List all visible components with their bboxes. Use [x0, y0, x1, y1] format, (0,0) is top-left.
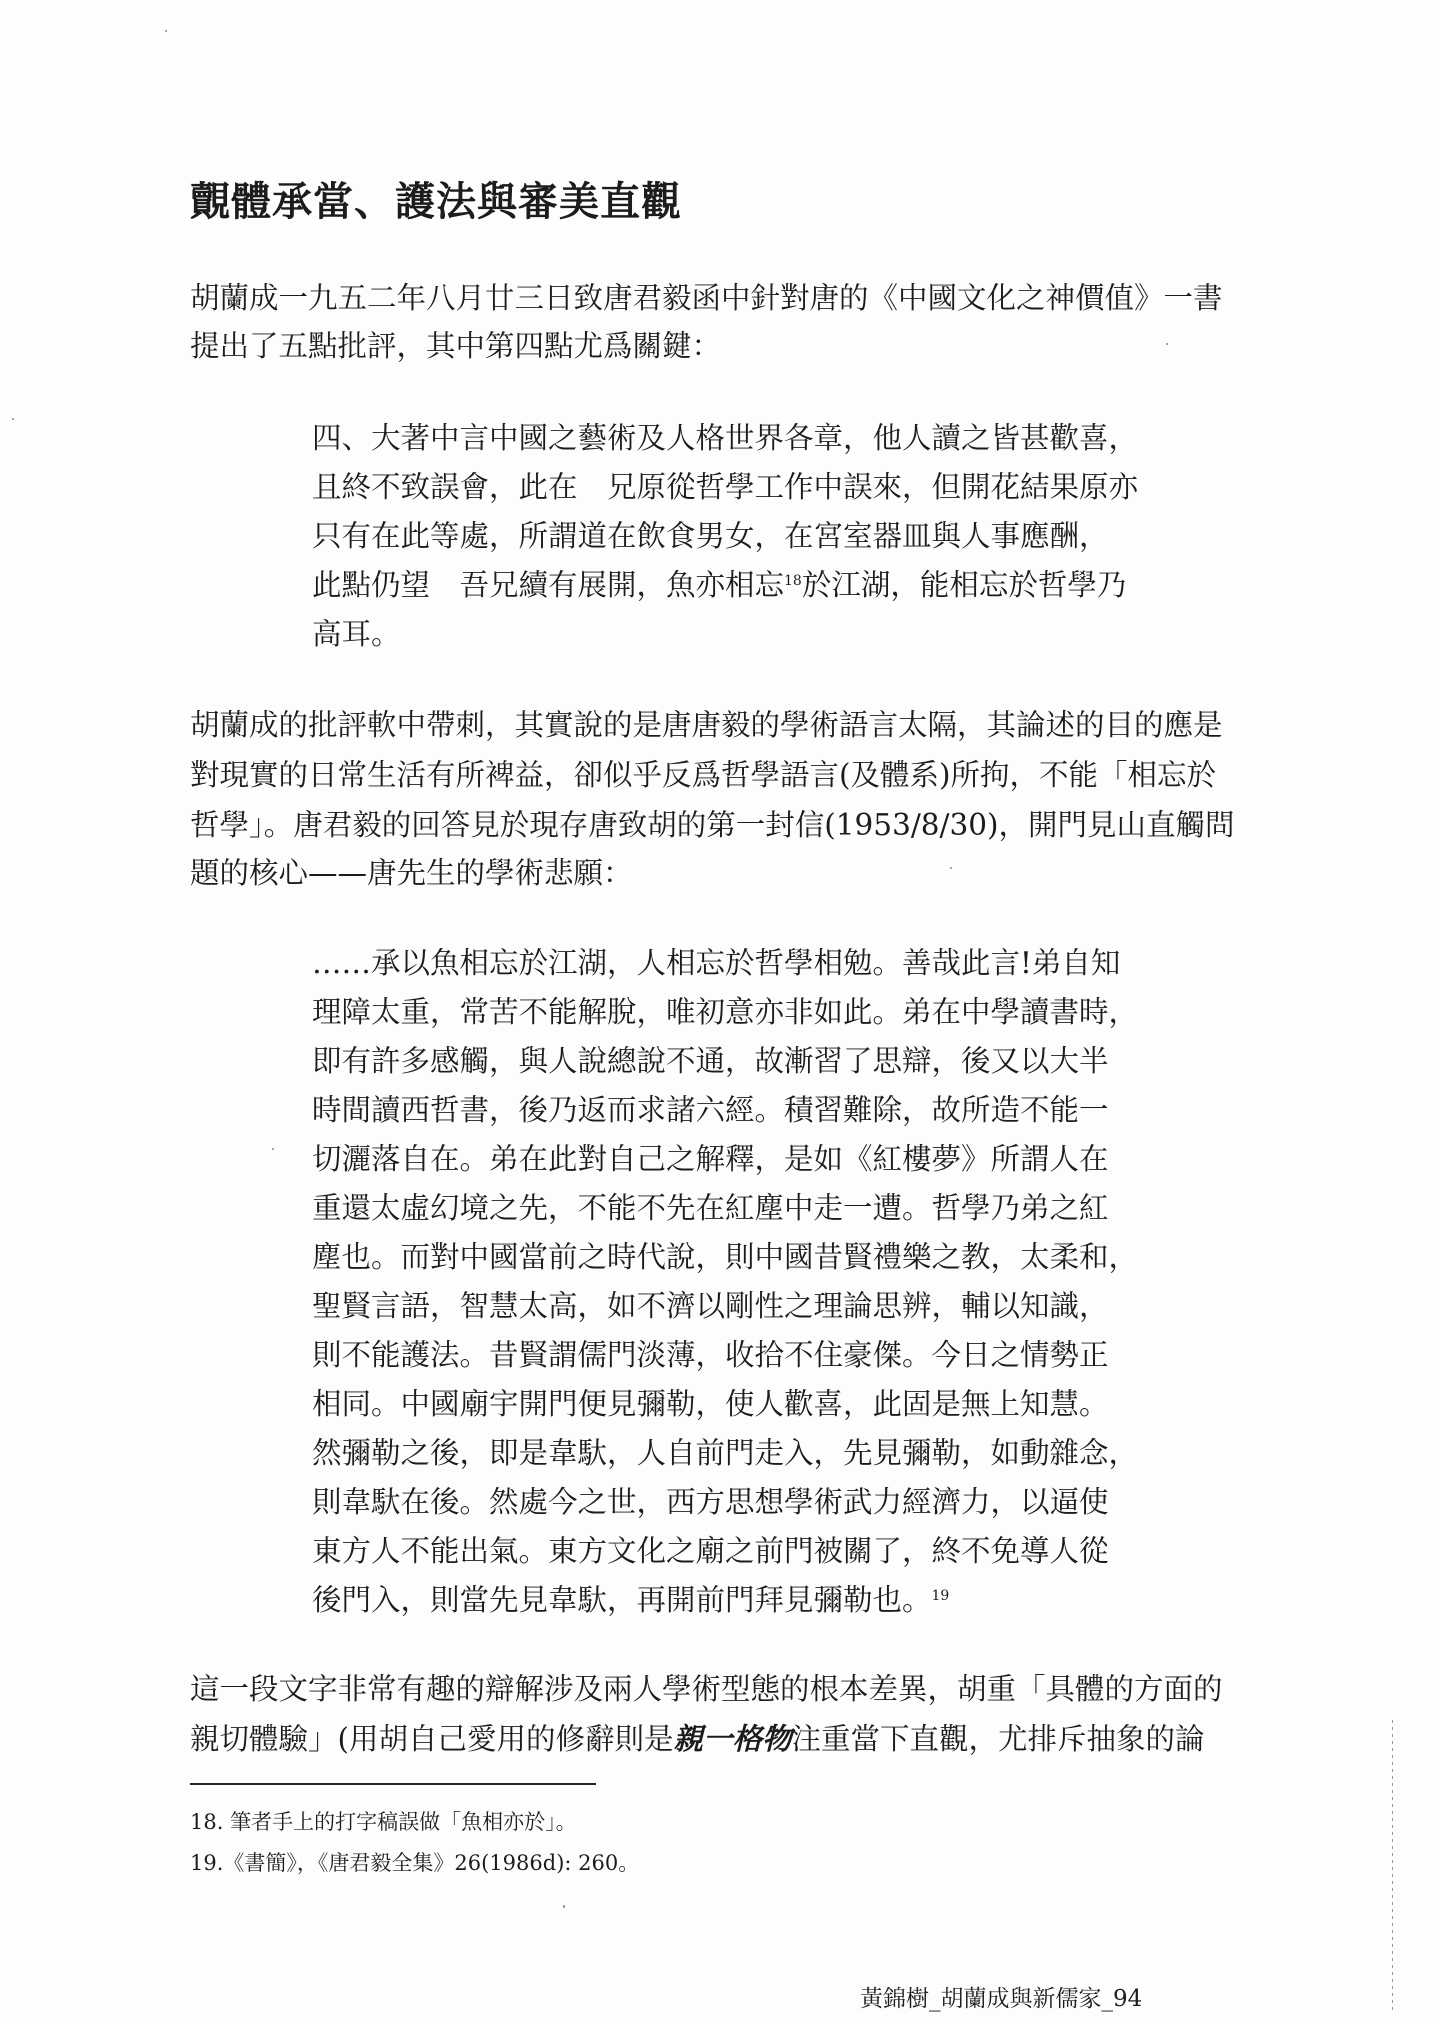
quote-line: 即有許多感觸，與人說總說不通，故漸習了思辯，後又以大半	[312, 1044, 1109, 1078]
scan-speck	[950, 867, 952, 869]
scan-speck	[563, 1905, 565, 1908]
scan-speck	[12, 418, 14, 420]
body-line: 胡蘭成的批評軟中帶刺，其實說的是唐唐毅的學術語言太隔，其論述的目的應是	[190, 708, 1223, 742]
quote-line: 則不能護法。昔賢謂儒門淡薄，收拾不住豪傑。今日之情勢正	[312, 1338, 1109, 1372]
footnote-ref[interactable]: 18	[784, 573, 802, 589]
scan-edge-mark	[1392, 1720, 1393, 2010]
quote-line: 塵也。而對中國當前之時代說，則中國昔賢禮樂之教，太柔和，	[312, 1240, 1139, 1274]
quote-text: 於江湖，能相忘於哲學乃	[801, 568, 1127, 602]
quote-line: 則韋馱在後。然處今之世，西方思想學術武力經濟力，以逼使	[312, 1485, 1109, 1519]
quote-line: 重還太虛幻境之先，不能不先在紅塵中走一遭。哲學乃弟之紅	[312, 1191, 1109, 1225]
footnote-18: 18. 筆者手上的打字稿誤做「魚相亦於」。	[190, 1810, 577, 1834]
quote-line: ……承以魚相忘於江湖，人相忘於哲學相勉。善哉此言!弟自知	[312, 946, 1121, 980]
quote-line: 聖賢言語，智慧太高，如不濟以剛性之理論思辨，輔以知識，	[312, 1289, 1109, 1323]
scan-speck	[165, 30, 167, 32]
quote-line: 相同。中國廟宇開門便見彌勒，使人歡喜，此固是無上知慧。	[312, 1387, 1109, 1421]
quote-line: 高耳。	[312, 617, 401, 651]
body-line: 胡蘭成一九五二年八月廿三日致唐君毅函中針對唐的《中國文化之神價值》一書	[190, 281, 1223, 315]
body-line: 這一段文字非常有趣的辯解涉及兩人學術型態的根本差異，胡重「具體的方面的	[190, 1672, 1223, 1706]
emphasis-text: 親一格物	[673, 1721, 792, 1756]
quote-line: 切灑落自在。弟在此對自己之解釋，是如《紅樓夢》所謂人在	[312, 1142, 1109, 1176]
section-heading: 覿體承當、護法與審美直觀	[190, 179, 682, 225]
quote-line: 且終不致誤會，此在 兄原從哲學工作中誤來，但開花結果原亦	[312, 470, 1139, 504]
quote-line: 時間讀西哲書，後乃返而求諸六經。積習難除，故所造不能一	[312, 1093, 1109, 1127]
body-line: 題的核心——唐先生的學術悲願：	[190, 856, 633, 890]
body-line: 對現實的日常生活有所裨益，卻似乎反爲哲學語言(及體系)所拘，不能「相忘於	[190, 758, 1217, 792]
body-line	[190, 1719, 1205, 1759]
quote-line: 東方人不能出氣。東方文化之廟之前門被關了，終不免導人從	[312, 1534, 1109, 1568]
scan-speck	[272, 1148, 274, 1150]
quote-line: 然彌勒之後，即是韋馱，人自前門走入，先見彌勒，如動雜念，	[312, 1436, 1139, 1470]
quote-text: 此點仍望 吾兄續有展開，魚亦相忘	[312, 568, 785, 602]
quote-line: 理障太重，常苦不能解脫，唯初意亦非如此。弟在中學讀書時，	[312, 995, 1139, 1029]
quote-line: 只有在此等處，所謂道在飲食男女，在宮室器皿與人事應酬，	[312, 519, 1109, 553]
quote-text: 後門入，則當先見韋馱，再開前門拜見彌勒也。	[312, 1583, 932, 1617]
quote-line	[312, 1580, 949, 1620]
scan-speck	[1166, 343, 1168, 345]
page-footer: 黃錦樹_胡蘭成與新儒家_94	[860, 1986, 1143, 2012]
footnote-ref[interactable]: 19	[931, 1588, 950, 1604]
footnote-rule	[190, 1783, 596, 1785]
footnote-19: 19.《書簡》，《唐君毅全集》26(1986d): 260。	[190, 1851, 640, 1875]
quote-line: 四、大著中言中國之藝術及人格世界各章，他人讀之皆甚歡喜，	[312, 421, 1139, 455]
quote-line	[312, 565, 1126, 605]
body-text: 注重當下直觀，尤排斥抽象的論	[791, 1722, 1205, 1756]
body-line: 提出了五點批評，其中第四點尤爲關鍵：	[190, 329, 722, 363]
body-line: 哲學」。唐君毅的回答見於現存唐致胡的第一封信(1953/8/30)，開門見山直觸問	[190, 808, 1235, 842]
body-text: 親切體驗」(用胡自己愛用的修辭則是	[190, 1722, 674, 1756]
